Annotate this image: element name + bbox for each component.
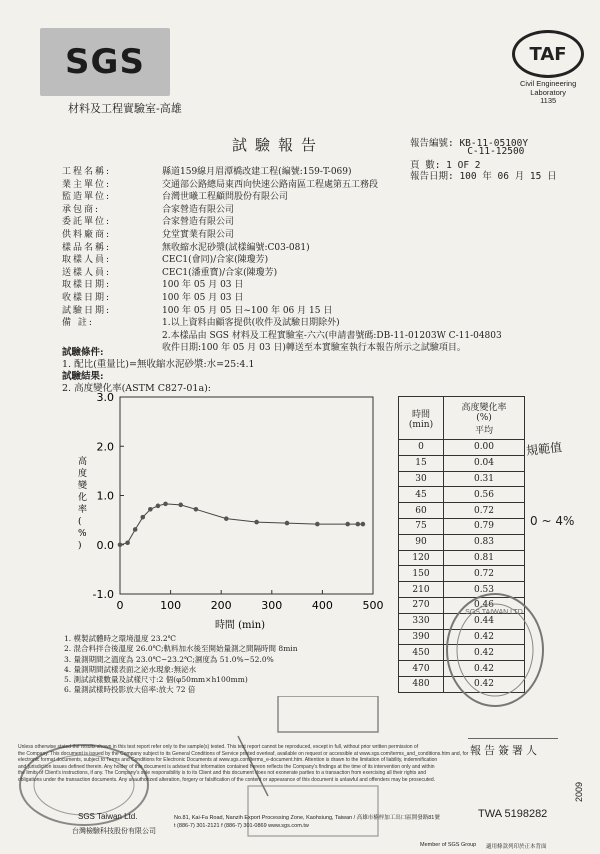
note-line: 6. 量測試樣時投影放大倍率:放大 72 倍 [64,685,196,695]
info-label: 業主單位: [62,179,112,190]
time-cell: 390 [399,629,444,645]
time-column-header [399,397,444,440]
test-item-line: 2. 高度變化率(ASTM C827-01a): [62,383,212,394]
note-line: 2. 混合料拌合後溫度 26.0℃;軌料加水後至開始量測之間隔時間 8min [64,644,298,654]
data-point [345,522,350,527]
report-meta-line: 報告編號: KB-11-05100Y [410,138,529,149]
x-tick-label: 500 [362,599,384,612]
value-cell: 0.79 [444,518,525,534]
data-point [118,542,123,547]
report-meta-line: 頁 數: 1 OF 2 [410,160,481,171]
info-value: 合家營造有限公司 [162,217,235,228]
info-value: CEC1(潘重寶)/合家(陳瓊芳) [162,267,278,278]
phone-line: t (886-7) 301-2121 f (886-7) 301-0869 www.sgs.com.tw [174,823,309,829]
x-tick-label: 400 [311,599,333,612]
data-point [254,520,259,525]
time-cell: 150 [399,566,444,582]
info-value: 100 年 05 月 05 日~100 年 06 月 15 日 [162,305,333,316]
value-cell: 0.31 [444,471,525,487]
form-year: 2009 [574,781,584,802]
info-value: 2.本樣品由 SGS 材料及工程實驗室-六六(申請書號碼:DB-11-01203W C-11-04803 [162,330,502,341]
time-cell: 470 [399,661,444,677]
table-row [399,487,525,503]
info-value: 100 年 05 月 03 日 [162,280,244,291]
value-cell: 0.42 [444,629,525,645]
info-value: CEC1(會同)/合家(陳瓊芳) [162,255,269,266]
time-cell: 330 [399,613,444,629]
y-axis-label: 高度變化率( % ) [78,457,88,551]
x-tick-label: 0 [116,599,124,612]
value-cell: 0.00 [444,440,525,456]
notice-line: obligations under the transaction documents. Any unauthorized alteration, forgery or falsification of the content or appearance of this document is unlawful and offenders may be prosecuted. [18,776,436,783]
taf-sub-line: Civil Engineering [520,79,577,88]
value-cell: 0.56 [444,487,525,503]
notice-line: the Company. This document is issued by the Company subject to its General Conditions of Service printed overleaf, available on request or accessible at www.sgs.com/terms_and_conditions.htm and, for [18,750,469,757]
company-address [174,814,444,830]
info-label: 供料廠商: [62,229,112,240]
sgs-taiwan-stamp [440,590,560,720]
info-value: 收件日期:100 年 05 月 03 日)轉送至本實驗室執行本報告所示之試驗項目。 [162,343,466,354]
data-point [148,507,153,512]
time-cell: 45 [399,487,444,503]
x-tick-label: 200 [210,599,232,612]
data-point [361,522,366,527]
x-axis-label: 時間 (min) [214,620,266,631]
mix-ratio-line: 1. 配比(重量比)=無收縮水泥砂漿:水=25:4.1 [62,359,255,370]
lab-name: 材料及工程實驗室-高雄 [68,102,182,115]
value-cell: 0.83 [444,534,525,550]
value-cell: 0.42 [444,645,525,661]
time-cell: 90 [399,534,444,550]
member-of-sgs: Member of SGS Group [420,842,477,848]
header-line: (min) [408,419,434,430]
plot-frame [120,397,373,594]
data-point [194,507,199,512]
info-value: 縣道159線月眉潭橋改建工程(編號:159-T-069) [162,167,352,177]
notice-line: and jurisdiction issues defined therein. Any holder of this document is advised that information contained hereon reflects the Company's findings at the time of its intervention only and within [18,763,435,770]
report-meta-line: 報告日期: 100 年 06 月 15 日 [410,171,557,182]
info-label: 試驗日期: [62,305,112,316]
table-row [399,440,525,456]
info-label: 工程名稱: [62,167,112,177]
x-tick-label: 300 [261,599,283,612]
twa-number: TWA 5198282 [478,808,548,820]
signature-label: 報告簽署人 [470,744,540,757]
data-point [315,522,320,527]
address-line: No.81, Kai-Fa Road, Nanzih Export Processing Zone, Kaohsiung, Taiwan / 高雄市楠梓加工出口區開發路81號 [174,815,440,821]
data-point [140,515,145,520]
info-label: 取樣人員: [62,255,112,266]
time-cell: 450 [399,645,444,661]
series-line [120,504,363,545]
info-label: 委託單位: [62,217,112,228]
info-value: 100 年 05 月 03 日 [162,292,244,303]
value-cell: 0.04 [444,455,525,471]
value-cell: 0.44 [444,613,525,629]
table-row [399,518,525,534]
info-label: 樣品名稱: [62,242,112,253]
note-line: 5. 測試試樣數量及試樣尺寸:2 個(φ50mm×h100mm) [64,675,248,685]
conditions-heading: 試驗條件: [62,347,104,358]
info-value: 無收縮水泥砂漿(試樣編號:C03-081) [162,242,310,253]
data-point [133,527,138,532]
value-cell: 0.53 [444,582,525,598]
taf-logo-text: TAF [529,43,567,65]
data-point [356,522,361,527]
data-point [285,521,290,526]
table-row [399,471,525,487]
table-row [399,534,525,550]
stamp-text: SGS TAIWAN LTD. [465,609,525,616]
header-line: 平均 [474,426,493,436]
info-label: 送樣人員: [62,267,112,278]
info-value: 合家營造有限公司 [162,204,235,215]
info-value: 1.以上資料由顧客提供(收件及試驗日期除外) [162,318,340,329]
table-row [399,566,525,582]
handwritten-spec-label: 規範值 [525,440,563,458]
taf-sub-line: 1135 [540,96,557,106]
y-tick-label: 1.0 [96,489,114,503]
test-notes [64,634,298,696]
value-column-header [444,397,525,440]
bottom-note: 適用條款列印於正本背面 [486,844,547,850]
x-tick-label: 100 [160,599,182,612]
info-value: 交通部公路總局東西向快速公路南區工程處第五工務段 [162,179,379,190]
report-title: 試驗報告 [232,136,325,154]
value-cell: 0.81 [444,550,525,566]
time-cell: 270 [399,597,444,613]
value-cell: 0.46 [444,597,525,613]
y-tick-label: 2.0 [96,440,114,454]
results-heading: 試驗結果: [62,371,104,382]
handwritten-spec-value: 0 ~ 4% [530,514,575,528]
time-cell: 480 [399,676,444,692]
signature-line [468,738,558,739]
time-cell: 0 [399,440,444,456]
y-tick-label: 3.0 [96,391,114,404]
company-name: SGS Taiwan Ltd. [78,812,138,821]
notice-line: electronic format documents, subject to Terms and Conditions for Electronic Documents at www.sgs.com/terms_e-document.htm. Attention is drawn to the limitation of liability, indemnification [18,757,438,763]
y-tick-label: 0.0 [96,538,114,552]
value-cell: 0.42 [444,661,525,677]
notice-line: Unless otherwise stated the results shown in this test report refer only to the sample(s) tested. This test report cannot be reproduced, except in full, without prior written permission of [18,744,419,750]
time-cell: 120 [399,550,444,566]
time-cell: 30 [399,471,444,487]
time-cell: 15 [399,455,444,471]
time-cell: 210 [399,582,444,598]
table-row [399,503,525,519]
note-line: 4. 量測期間試樣表面之泌水現象:無泌水 [64,664,197,674]
y-tick-label: -1.0 [92,588,114,601]
report-meta-line: C-11-12500 [410,146,525,157]
data-point [163,502,168,507]
data-point [125,540,130,545]
info-label: 承包商: [62,204,101,215]
value-cell: 0.72 [444,566,525,582]
company-name-cn: 台灣檢驗科技股份有限公司 [72,827,156,835]
header-line: 時間 [411,409,430,420]
time-cell: 60 [399,503,444,519]
info-label: 收樣日期: [62,292,112,303]
data-point [178,503,183,508]
notice-line: the limits of Client's instructions, if any. The Company's sole responsibility is to its Client and this document does not exonerate parties to a transaction from exercising all their rights and [18,770,427,776]
info-value: 兌堂實業有限公司 [162,229,235,240]
taf-sub-line: Laboratory [530,87,567,97]
header-line: (%) [476,413,492,423]
info-label: 取樣日期: [62,280,112,291]
info-label: 監造單位: [62,192,112,203]
value-cell: 0.42 [444,676,525,692]
data-point [156,504,161,509]
header-line: 高度變化率 [461,403,507,413]
time-cell: 75 [399,518,444,534]
sgs-logo-text: SGS [65,42,145,82]
table-row [399,550,525,566]
value-cell: 0.72 [444,503,525,519]
info-label: 備 註: [62,318,94,329]
table-row [399,455,525,471]
note-line: 3. 量測期間之溫度為 23.0℃~23.2℃;濕度為 51.0%~52.0% [64,654,274,664]
info-value: 台灣世曦工程顧問股份有限公司 [162,192,289,203]
legal-notice [18,744,598,783]
data-point [224,516,229,521]
note-line: 1. 模製試體時之環境溫度 23.2℃ [64,634,177,643]
